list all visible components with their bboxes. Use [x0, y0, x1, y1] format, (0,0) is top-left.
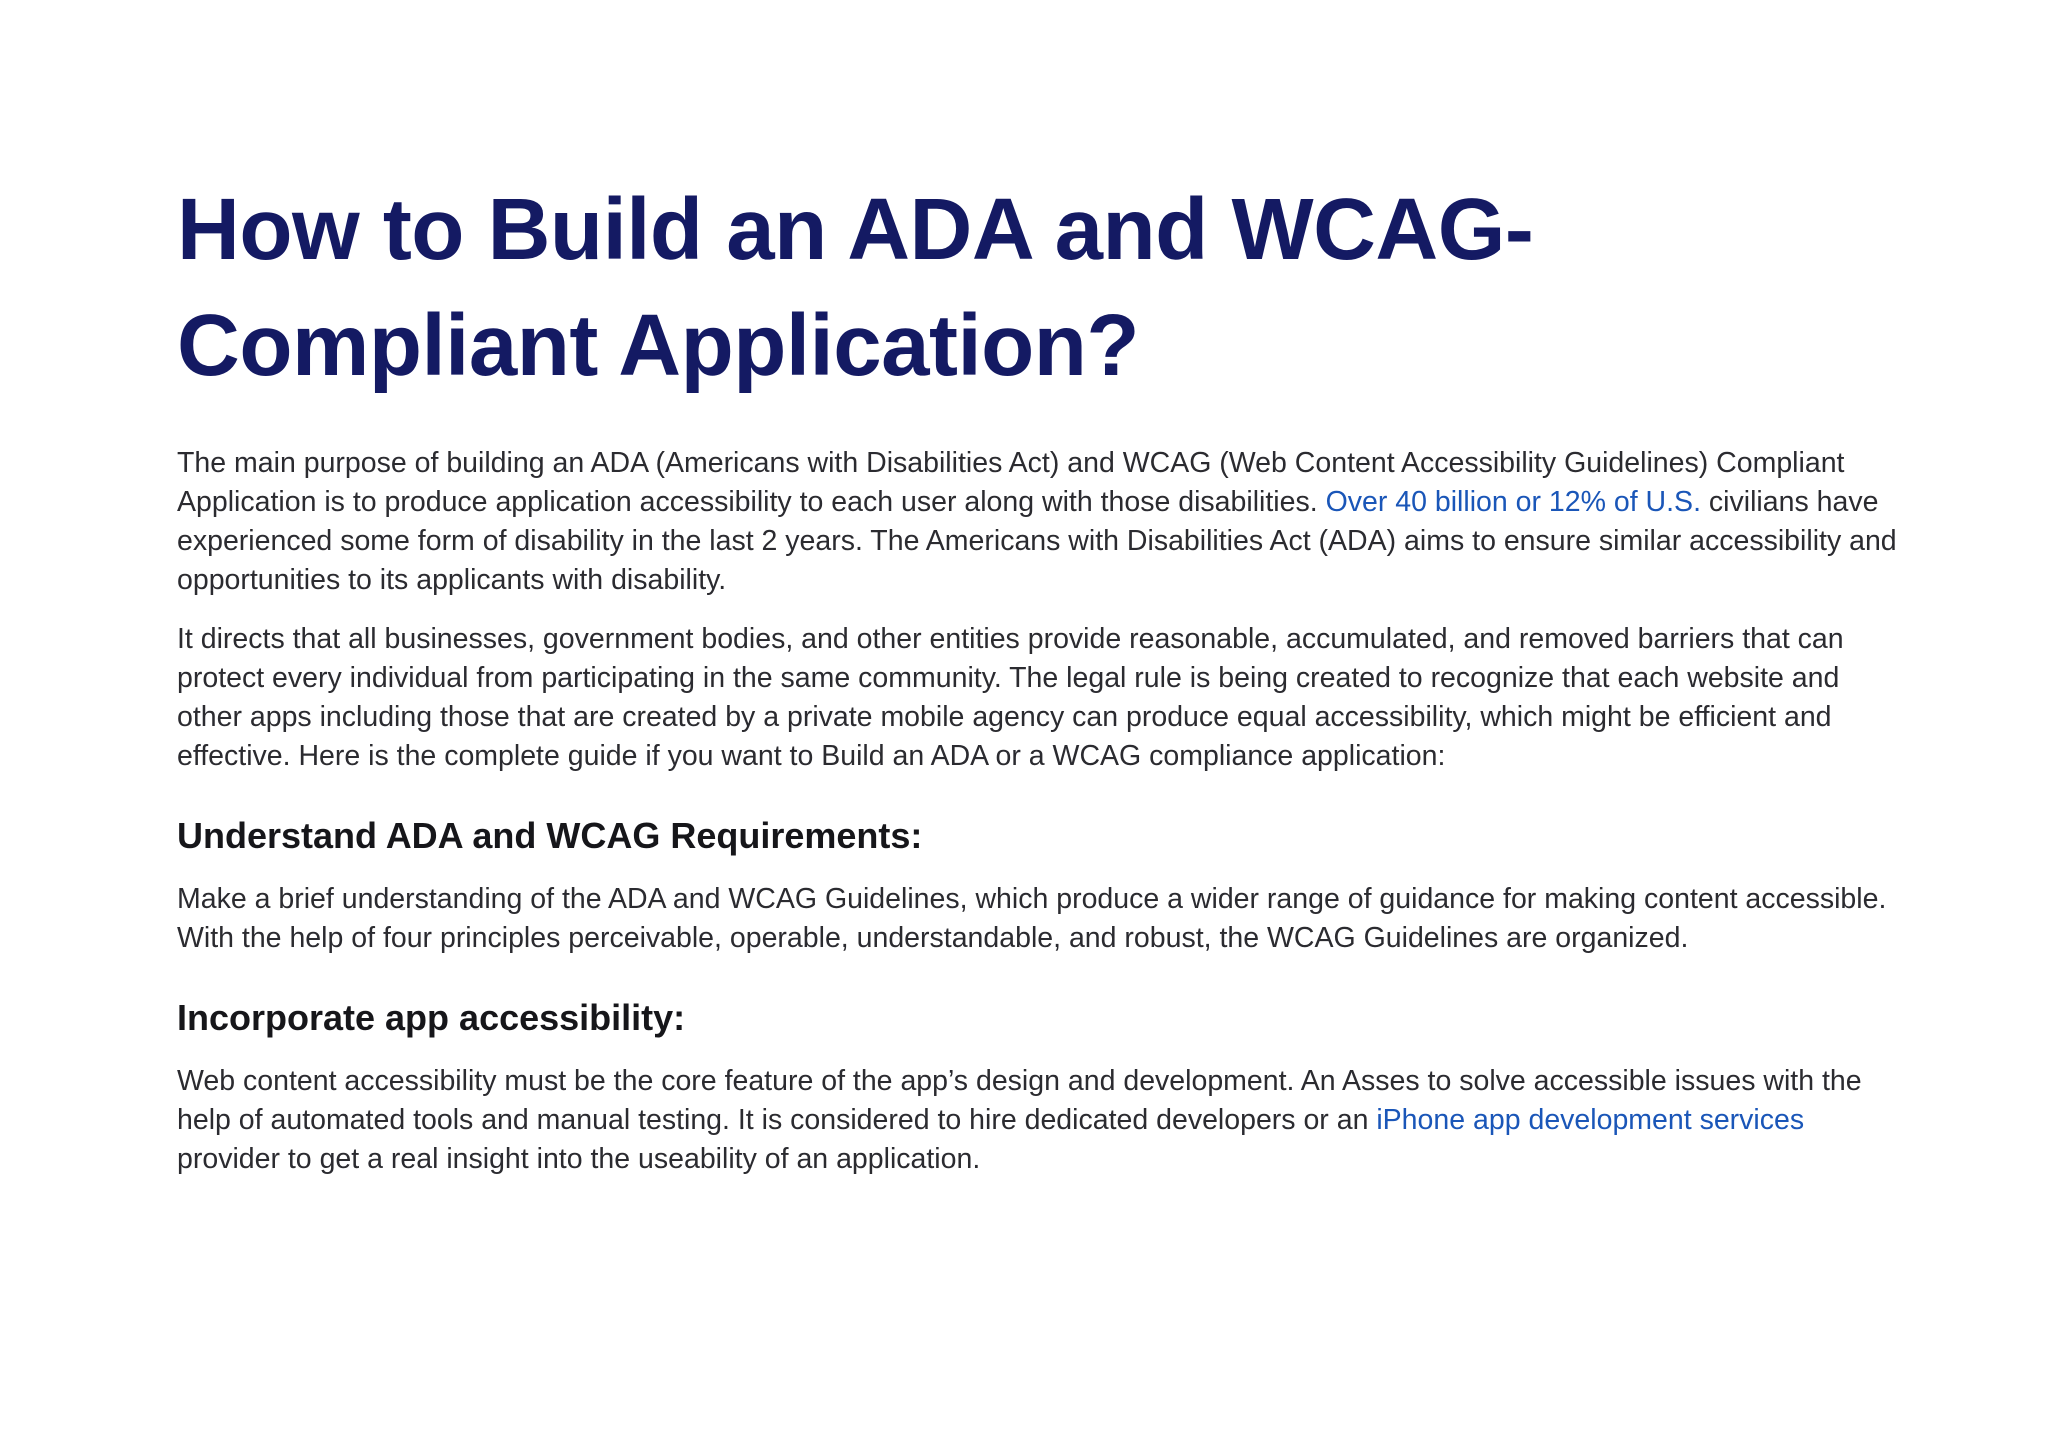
accessibility-paragraph	[177, 1062, 1897, 1179]
accessibility-text-after-link: provider to get a real insight into the useability of an application.	[177, 1143, 981, 1175]
guide-intro-paragraph: It directs that all businesses, government bodies, and other entities provide reasonable, accumulated, and removed barriers that can protect every individual from participating in the same community. The legal rule is being created to recognize that each website and other apps including those that are created by a private mobile agency can produce equal accessibility, which might be efficient and effective. Here is the complete guide if you want to Build an ADA or a WCAG compliance application:	[177, 623, 1844, 772]
section-heading-accessibility: Incorporate app accessibility:	[177, 997, 686, 1038]
intro-text-after-link: civilians have experienced some form of disability in the last 2 years. The Americans with Disabilities Act (ADA) aims to ensure similar accessibility and opportunities to its applicants with disability.	[177, 486, 1897, 596]
section-heading-requirements: Understand ADA and WCAG Requirements:	[177, 815, 923, 856]
intro-text-before-link: The main purpose of building an ADA (Americans with Disabilities Act) and WCAG (Web Content Accessibility Guidelines) Compliant Application is to produce application accessibility to each user along with those disabilities.	[177, 447, 1845, 518]
intro-paragraph	[177, 444, 1897, 600]
requirements-paragraph: Make a brief understanding of the ADA and WCAG Guidelines, which produce a wider range of guidance for making content accessible. With the help of four principles perceivable, operable, understandable, and robust, the WCAG Guidelines are organized.	[177, 883, 1887, 954]
article	[177, 172, 1897, 1179]
iphone-app-development-link[interactable]: iPhone app development services	[1376, 1104, 1805, 1136]
disability-statistic-link[interactable]: Over 40 billion or 12% of U.S.	[1325, 486, 1701, 518]
accessibility-text-before-link: Web content accessibility must be the core feature of the app’s design and development. An Asses to solve accessible issues with the help of automated tools and manual testing. It is considered to hire dedicated developers or an	[177, 1065, 1862, 1136]
page-title: How to Build an ADA and WCAG-Compliant Application?	[177, 181, 1534, 394]
